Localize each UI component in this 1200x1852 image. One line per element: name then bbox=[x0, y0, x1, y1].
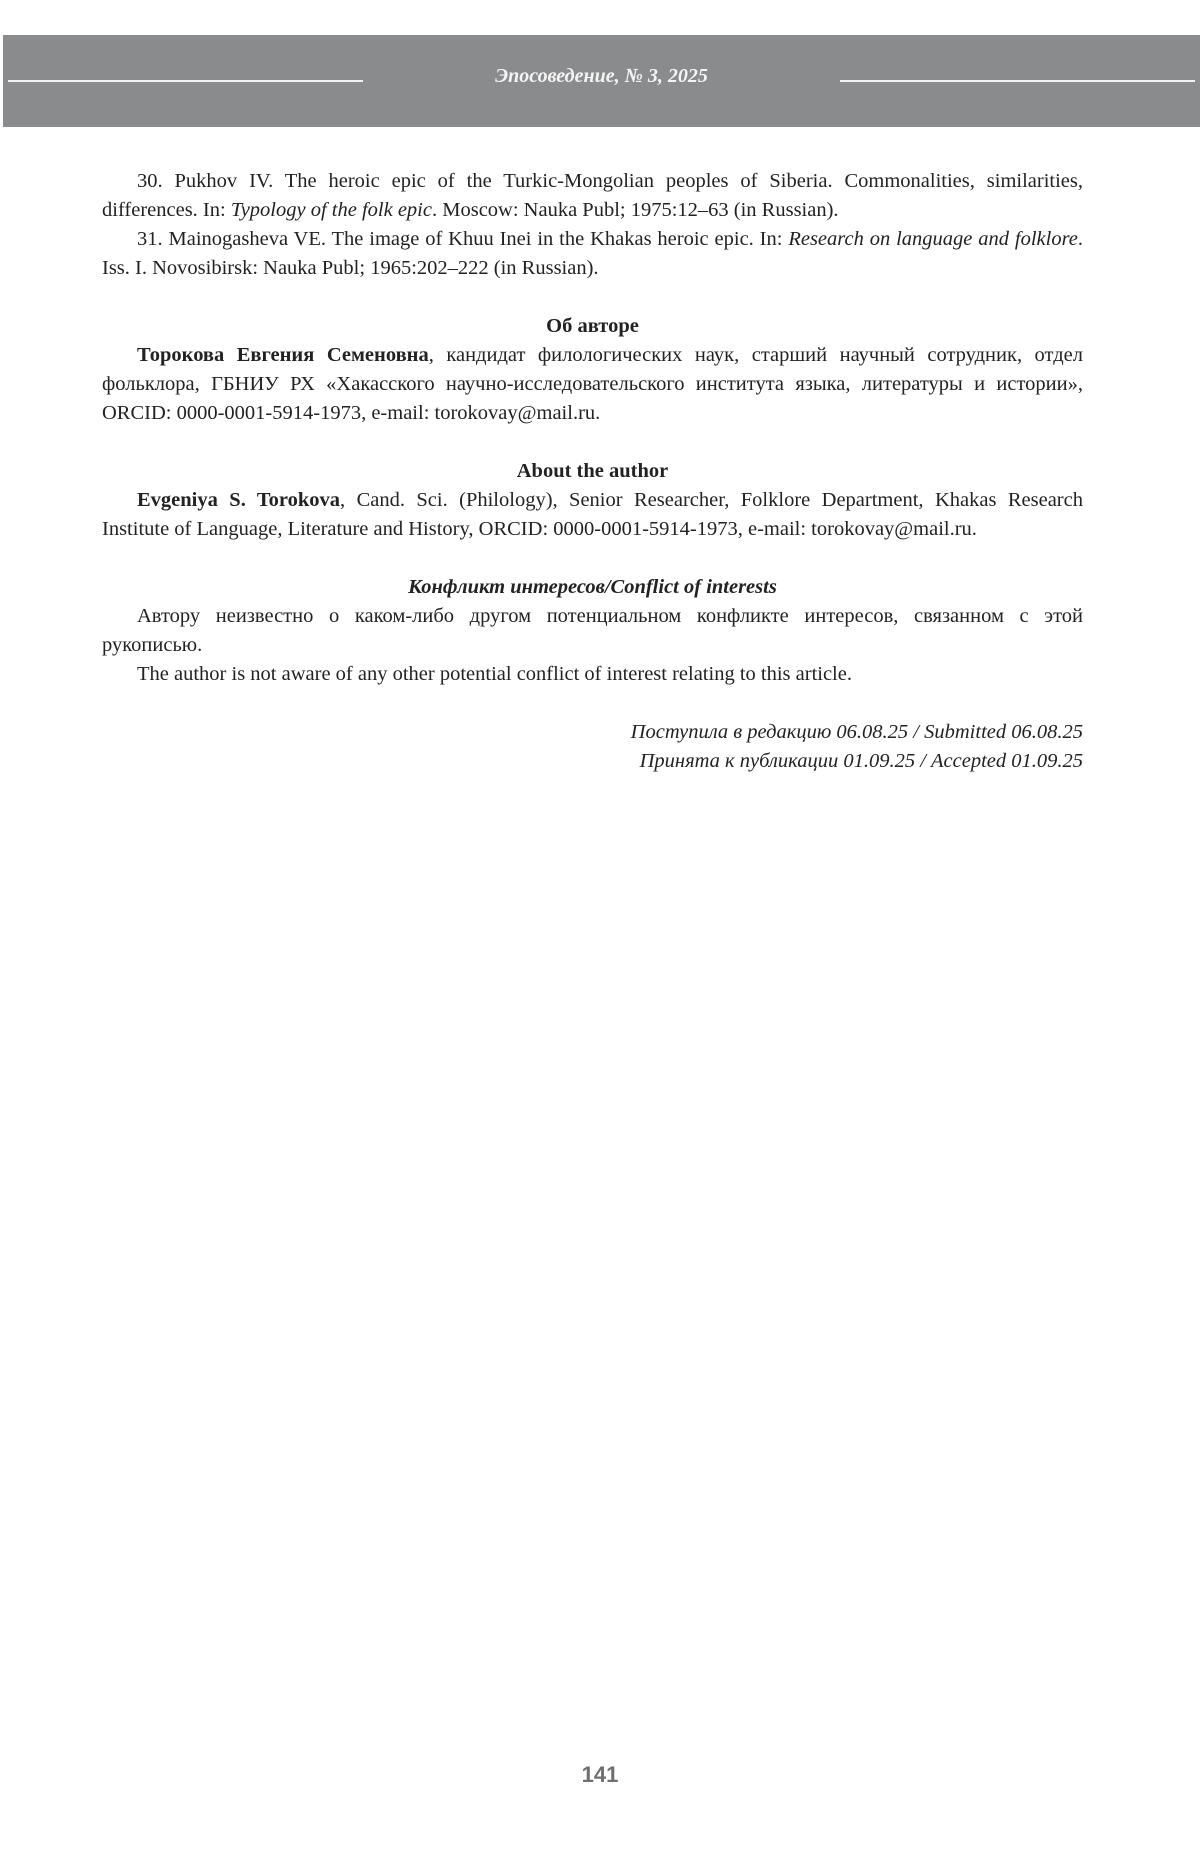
accepted-date: Принята к публикации 01.09.25 / Accepted 01.09.25 bbox=[639, 750, 1083, 772]
about-author-en-heading: About the author bbox=[516, 460, 669, 482]
author-name-ru: Торокова Евгения Семеновна bbox=[137, 344, 429, 366]
header-rule-right bbox=[840, 80, 1195, 82]
author-name-en: Evgeniya S. Torokova bbox=[137, 489, 341, 511]
article-dates bbox=[102, 718, 1083, 776]
running-header bbox=[3, 35, 1200, 127]
about-author-en-text: Evgeniya S. Torokova, Cand. Sci. (Philology), Senior Researcher, Folklore Department, Khakas Research Institute of Language, Literature and History, ORCID: 0000-0001-5914-1973, e-mail: torokovay@mail.ru. bbox=[102, 489, 1083, 540]
reference-30: 30. Pukhov IV. The heroic epic of the Turkic-Mongolian peoples of Siberia. Commonalities, similarities, differences. In: Typology of the folk epic. Moscow: Nauka Publ; 1975:12–63 (in Russian). bbox=[102, 170, 1083, 221]
page-number: 141 bbox=[581, 1762, 619, 1787]
reference-30-title: Typology of the folk epic bbox=[230, 199, 432, 221]
conflict-text-ru: Автору неизвестно о каком-либо другом потенциальном конфликте интересов, связанном с этой рукописью. bbox=[102, 605, 1083, 656]
about-author-ru-heading: Об авторе bbox=[546, 315, 639, 337]
page-content bbox=[102, 167, 1083, 776]
reference-31: 31. Mainogasheva VE. The image of Khuu Inei in the Khakas heroic epic. In: Research on language and folklore. Iss. I. Novosibirsk: Nauka Publ; 1965:202–222 (in Russian). bbox=[102, 228, 1084, 279]
about-author-ru-text: Торокова Евгения Семеновна, кандидат филологических наук, старший научный сотрудник, отдел фольклора, ГБНИУ РХ «Хакасского научно-исследовательского института языка, литературы и истории», ORCID: 0000-0001-5914-1973, e-mail: torokovay@mail.ru. bbox=[102, 344, 1083, 424]
reference-31-title: Research on language and folklore bbox=[788, 228, 1078, 250]
conflict-text-en: The author is not aware of any other potential conflict of interest relating to this article. bbox=[137, 663, 852, 685]
submitted-date: Поступила в редакцию 06.08.25 / Submitted 06.08.25 bbox=[630, 721, 1083, 743]
journal-title: Эпосоведение, № 3, 2025 bbox=[495, 65, 708, 87]
conflict-heading: Конфликт интересов/Conflict of interests bbox=[408, 576, 777, 598]
